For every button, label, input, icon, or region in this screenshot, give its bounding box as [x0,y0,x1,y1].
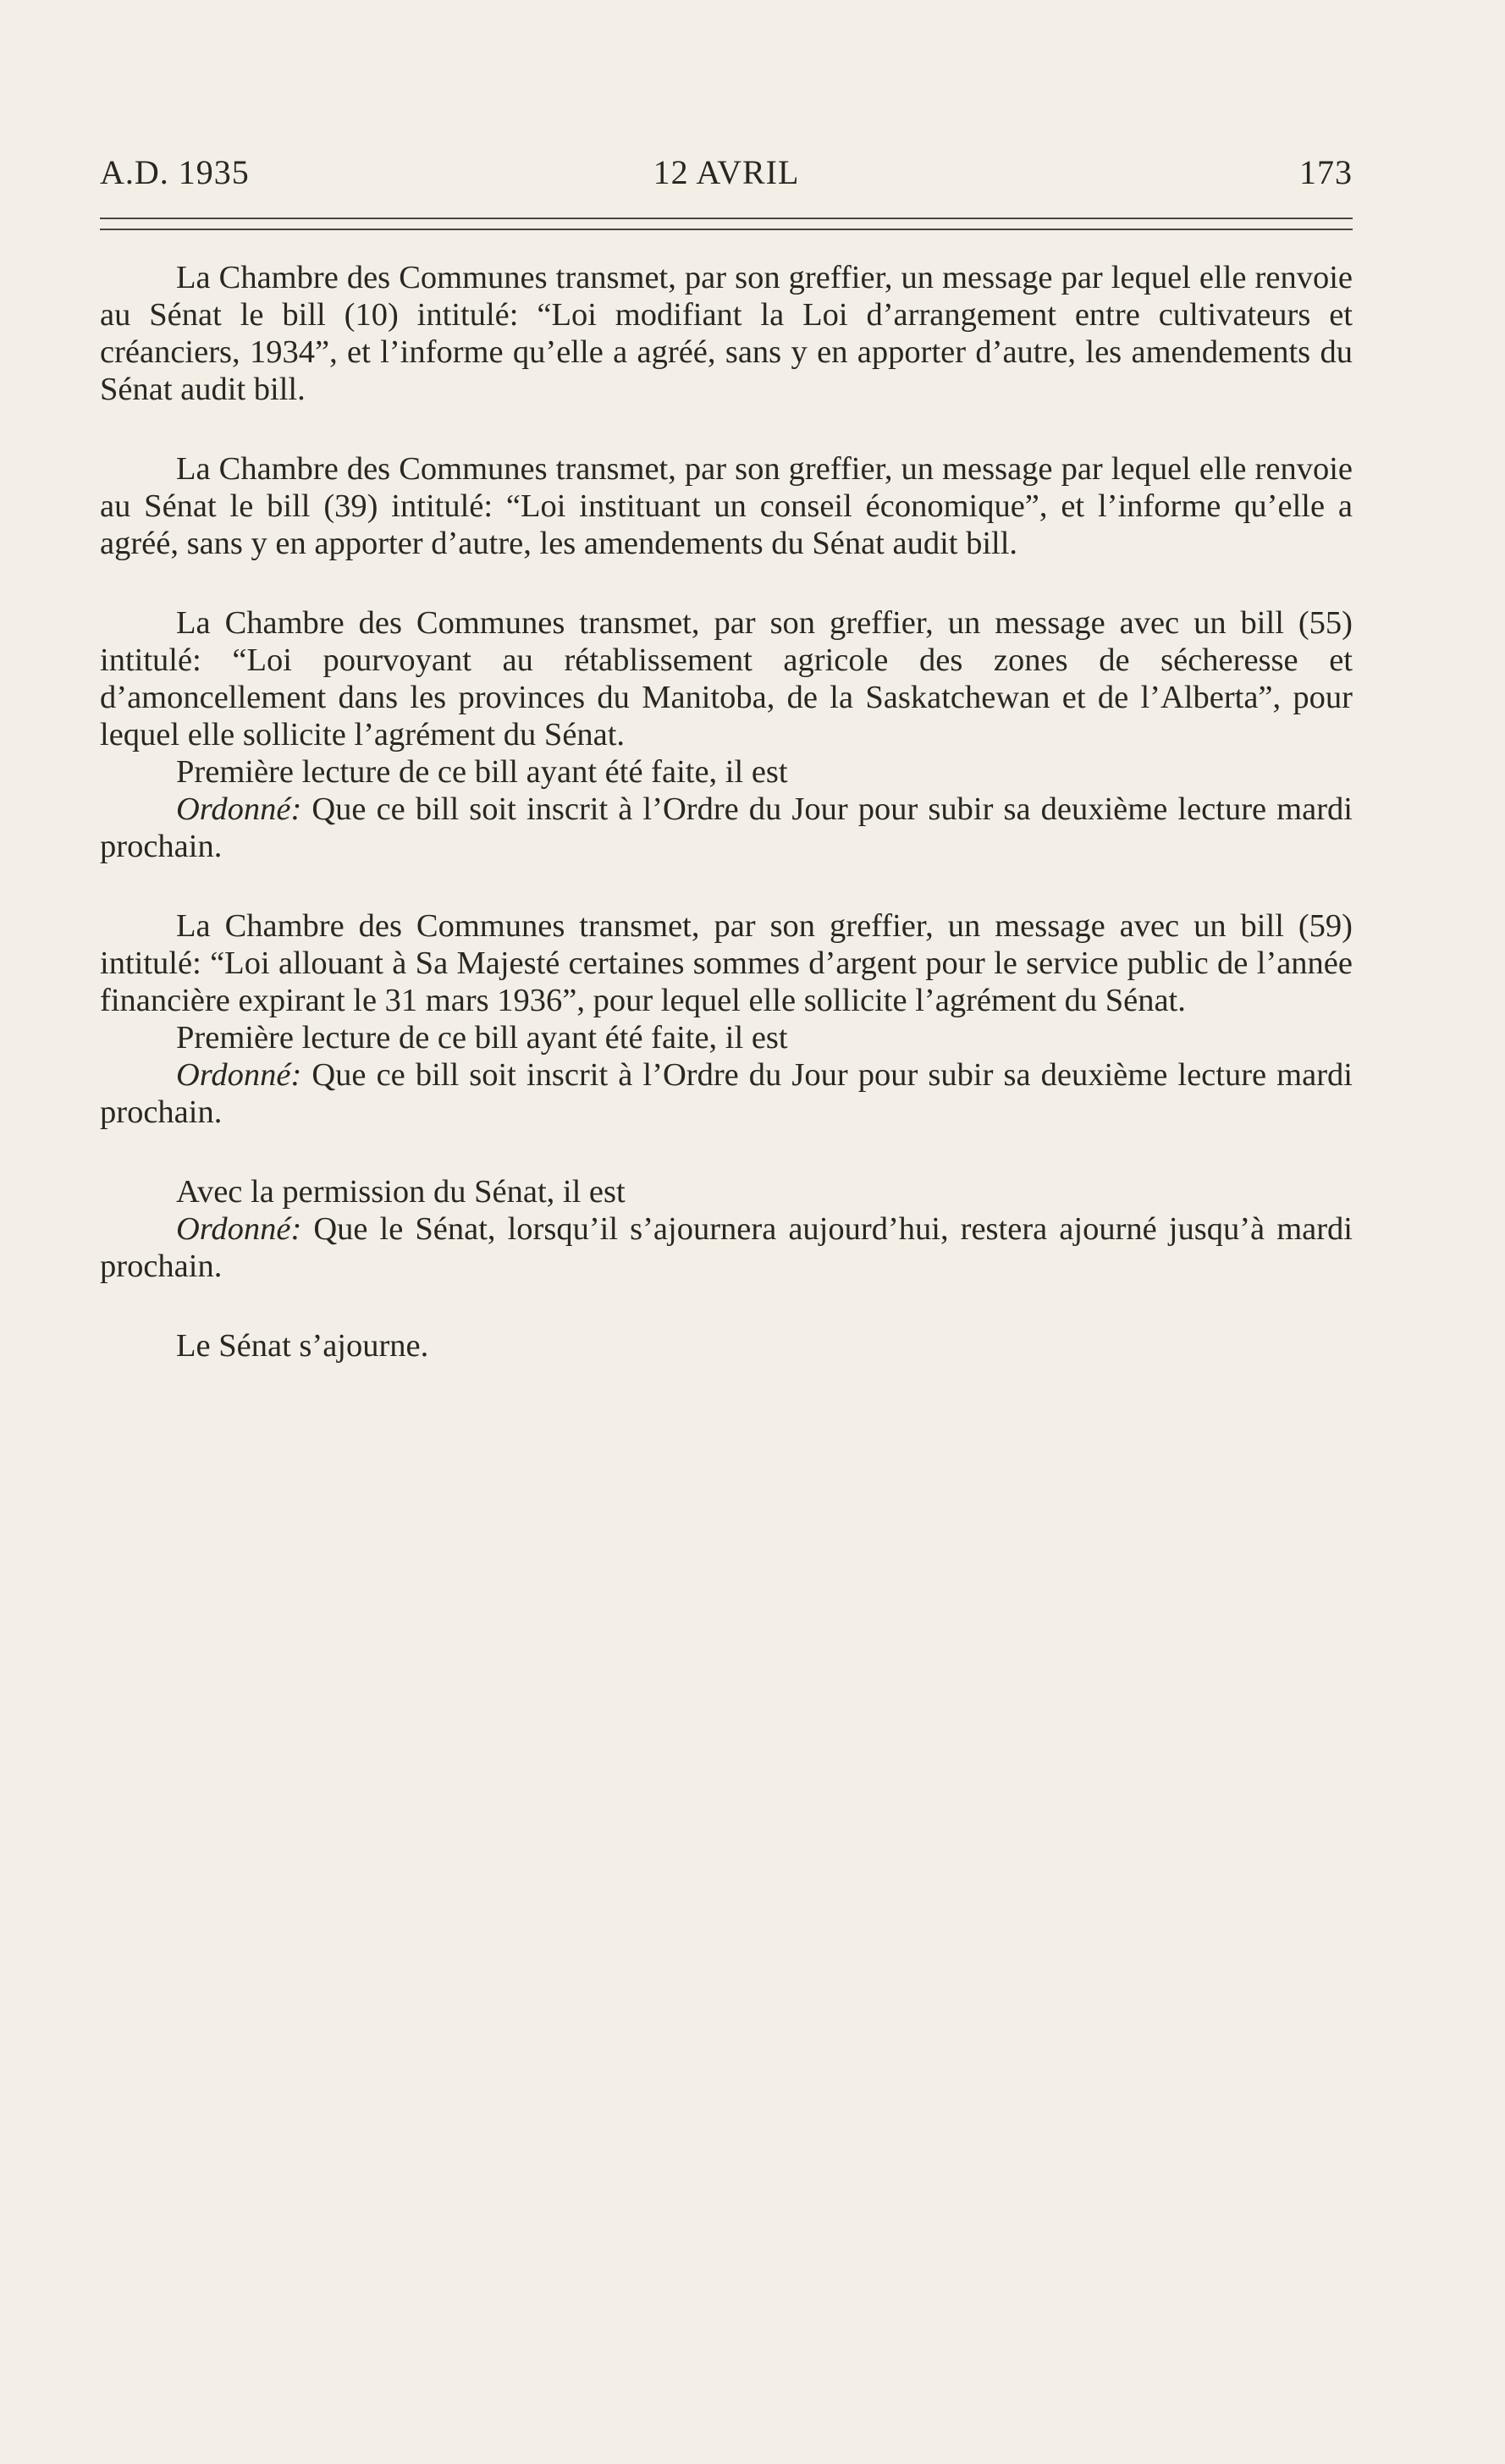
ordered-label: Ordonné: [176,1211,302,1247]
running-header [100,152,1353,195]
order-text: Que le Sénat, lorsqu’il s’ajournera aujourd’hui, restera ajourné jusqu’à mardi prochain. [100,1211,1353,1284]
header-date: 12 AVRIL [653,153,800,191]
paragraph-bill-59: La Chambre des Communes transmet, par son greffier, un message avec un bill (59) intitulé: “Loi allouant à Sa Majesté certaines sommes d’argent pour le service public de l’année financière expirant le 31 mars 1936”, pour lequel elle sollicite l’agrément du Sénat. [100,908,1353,1018]
paragraph-bill-55: La Chambre des Communes transmet, par son greffier, un message avec un bill (55) intitulé: “Loi pourvoyant au rétablissement agricole des zones de sécheresse et d’amoncellement dans les provinces du Manitoba, de la Saskatchewan et de l’Alberta”, pour lequel elle sollicite l’agrément du Sénat. [100,605,1353,752]
first-reading-bill-59: Première lecture de ce bill ayant été faite, il est [176,1020,788,1056]
order-bill-55 [100,791,1353,865]
paragraph-bill-39: La Chambre des Communes transmet, par son greffier, un message par lequel elle renvoie au Sénat le bill (39) intitulé: “Loi instituant un conseil économique”, et l’informe qu’elle a agréé, sans y en apporter d’autre, les amendements du Sénat audit bill. [100,451,1353,561]
header-year: A.D. 1935 [100,153,250,191]
order-bill-59 [100,1056,1353,1131]
order-text: Que ce bill soit inscrit à l’Ordre du Jour pour subir sa deuxième lecture mardi prochain. [100,791,1353,864]
paragraph-permission: Avec la permission du Sénat, il est [176,1174,626,1210]
page-number: 173 [1299,153,1353,191]
document-body [100,259,1353,1364]
paragraph-adjourns: Le Sénat s’ajourne. [176,1328,429,1364]
header-rule-top [100,218,1353,219]
order-adjournment [100,1210,1353,1285]
ordered-label: Ordonné: [176,1057,302,1093]
ordered-label: Ordonné: [176,791,302,827]
paragraph-bill-10: La Chambre des Communes transmet, par son greffier, un message par lequel elle renvoie au Sénat le bill (10) intitulé: “Loi modifiant la Loi d’arrangement entre cultivateurs et créanciers, 1934”, et l’informe qu’elle a agréé, sans y en apporter d’autre, les amendements du Sénat audit bill. [100,260,1353,407]
header-rule-bottom [100,229,1353,230]
order-text: Que ce bill soit inscrit à l’Ordre du Jour pour subir sa deuxième lecture mardi prochain. [100,1057,1353,1130]
first-reading-bill-55: Première lecture de ce bill ayant été faite, il est [176,754,788,790]
